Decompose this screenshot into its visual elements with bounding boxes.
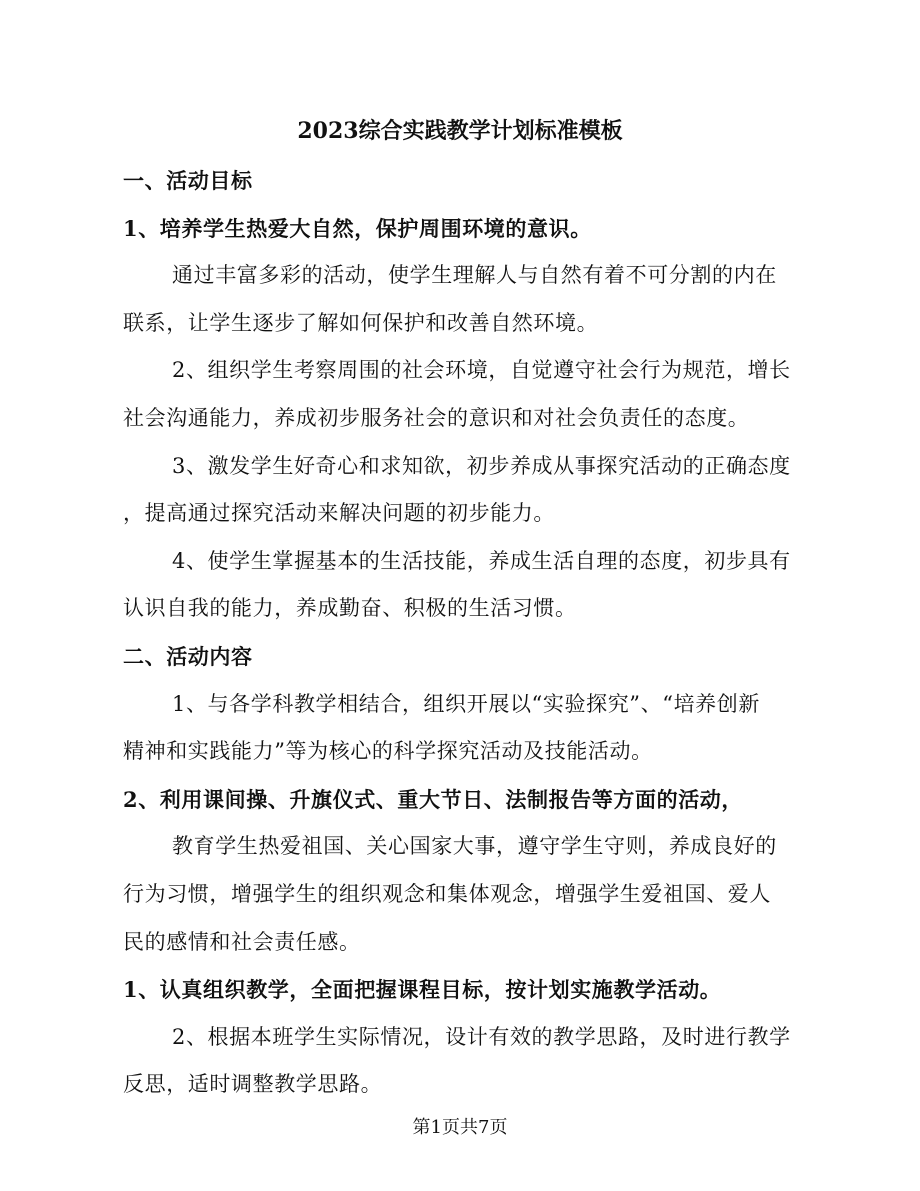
paragraph-line: 精神和实践能力”等为核心的科学探究活动及技能活动。 bbox=[123, 739, 653, 764]
paragraph-line: 2、根据本班学生实际情况，设计有效的教学思路，及时进行教学 bbox=[172, 1024, 791, 1049]
paragraph-line: 民的感情和社会责任感。 bbox=[123, 929, 361, 954]
section-heading-line: 一、活动目标 bbox=[123, 168, 253, 193]
paragraph-line: 1、与各学科教学相结合，组织开展以“实验探究”、“培养创新 bbox=[172, 691, 760, 716]
paragraph-line: ，提高通过探究活动来解决问题的初步能力。 bbox=[123, 501, 555, 526]
paragraph-line: 4、使学生掌握基本的生活技能，养成生活自理的态度，初步具有 bbox=[172, 548, 791, 573]
paragraph-line: 认识自我的能力，养成勤奋、积极的生活习惯。 bbox=[123, 596, 577, 621]
section-heading-line: 二、活动内容 bbox=[123, 643, 253, 669]
page-footer: 第1页共7页 bbox=[412, 1117, 508, 1138]
paragraph-line: 行为习惯，增强学生的组织观念和集体观念，增强学生爱祖国、爱人 bbox=[123, 881, 771, 906]
paragraph-line: 3、激发学生好奇心和求知欲，初步养成从事探究活动的正确态度 bbox=[172, 453, 791, 478]
paragraph-line: 反思，适时调整教学思路。 bbox=[123, 1072, 383, 1097]
section-heading-line: 1、培养学生热爱大自然，保护周围环境的意识。 bbox=[123, 215, 592, 241]
paragraph-line: 联系，让学生逐步了解如何保护和改善自然环境。 bbox=[123, 310, 599, 335]
section-heading-line: 2、利用课间操、升旗仪式、重大节日、法制报告等方面的活动， bbox=[123, 786, 744, 812]
document-title: 2023综合实践教学计划标准模板 bbox=[297, 118, 623, 144]
paragraph-line: 2、组织学生考察周围的社会环境，自觉遵守社会行为规范，增长 bbox=[172, 358, 791, 383]
paragraph-line: 通过丰富多彩的活动，使学生理解人与自然有着不可分割的内在 bbox=[172, 263, 777, 288]
paragraph-line: 教育学生热爱祖国、关心国家大事，遵守学生守则，养成良好的 bbox=[172, 834, 777, 859]
section-heading-line: 1、认真组织教学，全面把握课程目标，按计划实施教学活动。 bbox=[123, 977, 722, 1003]
document-body bbox=[123, 157, 803, 1109]
paragraph-line: 社会沟通能力，养成初步服务社会的意识和对社会负责任的态度。 bbox=[123, 405, 750, 430]
